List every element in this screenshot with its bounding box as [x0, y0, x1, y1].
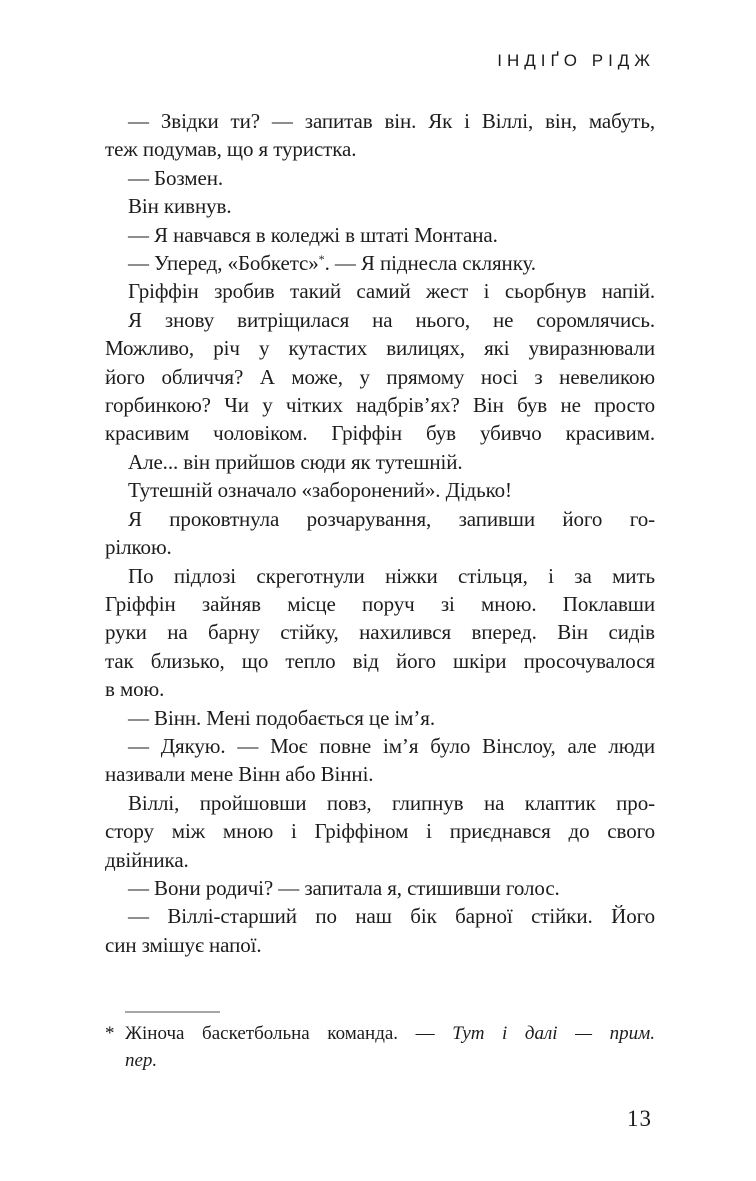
- text-line: — Віллі-старший по наш бік барної стійки. Його: [128, 904, 655, 929]
- text-line: теж подумав, що я туристка.: [105, 137, 357, 162]
- text-line: Я проковтнула розчарування, запивши його го-: [128, 506, 655, 531]
- footnote: [105, 1021, 655, 1074]
- text-line: По підлозі скреготнули ніжки стільця, і за мить: [128, 563, 655, 588]
- text-line: — Вони родичі? — запитала я, стишивши голос.: [128, 875, 560, 900]
- text-line: Гріффін зайняв місце поруч зі мною. Поклавши: [105, 591, 655, 616]
- text-line: — Дякую. — Моє повне ім’я було Вінслоу, але люди: [128, 733, 655, 758]
- text-line: називали мене Вінн або Вінні.: [105, 762, 374, 787]
- text-line: Але... він прийшов сюди як тутешній.: [128, 449, 463, 474]
- page-number: 13: [627, 1106, 652, 1131]
- text-line: Можливо, річ у кутастих вилицях, які увиразнювали: [105, 336, 655, 361]
- body-text: [105, 107, 655, 959]
- footnote-separator-rule: [125, 1011, 220, 1013]
- footnote-text-italic: Тут і далі — прим.: [452, 1023, 655, 1044]
- text-line: — Звідки ти? — запитав він. Як і Віллі, він, мабуть,: [128, 109, 655, 133]
- text-line: син змішує напої.: [105, 932, 262, 957]
- text-line: — Я навчався в коледжі в штаті Монтана.: [128, 222, 498, 247]
- text-line: — Вінн. Мені подобається це ім’я.: [128, 705, 435, 730]
- text-line: Він кивнув.: [128, 194, 232, 219]
- text-line: — Уперед, «Бобкетс»*. — Я піднесла склянку.: [128, 251, 536, 276]
- text-line: красивим чоловіком. Гріффін був убивчо красивим.: [105, 421, 655, 446]
- footnote-text-italic: пер.: [125, 1049, 158, 1071]
- text-line: — Бозмен.: [128, 165, 224, 190]
- text-line: в мою.: [105, 677, 165, 702]
- text-line: його обличчя? А може, у прямому носі з невеликою: [105, 364, 655, 389]
- text-line: Віллі, пройшовши повз, глипнув на клаптик про-: [128, 790, 655, 815]
- text-line: Тутешній означало «заборонений». Дідько!: [128, 478, 512, 503]
- text-line: Я знову витріщилася на нього, не соромлячись.: [128, 307, 655, 332]
- footnote-line: [125, 1021, 655, 1048]
- text-line: стору між мною і Гріффіном і приєднався до свого: [105, 819, 655, 844]
- text-line: горбинкою? Чи у чітких надбрів’ях? Він був не просто: [105, 393, 655, 418]
- text-line: так близько, що тепло від його шкіри просочувалося: [105, 648, 655, 673]
- text-line: рілкою.: [105, 535, 172, 560]
- running-head: ІНДІҐО РІДЖ: [497, 51, 655, 70]
- text-line: Гріффін зробив такий самий жест і сьорбнув напій.: [128, 279, 655, 304]
- footnote-line: [125, 1048, 655, 1075]
- footnote-ref-asterisk: *: [318, 252, 325, 267]
- footnote-text: [125, 1021, 655, 1074]
- footnote-text-normal: Жіноча баскетбольна команда. —: [125, 1023, 453, 1044]
- footnote-marker: *: [105, 1023, 115, 1044]
- text-line: руки на барну стійку, нахилився вперед. Він сидів: [105, 620, 655, 645]
- text-line: двійника.: [105, 847, 189, 872]
